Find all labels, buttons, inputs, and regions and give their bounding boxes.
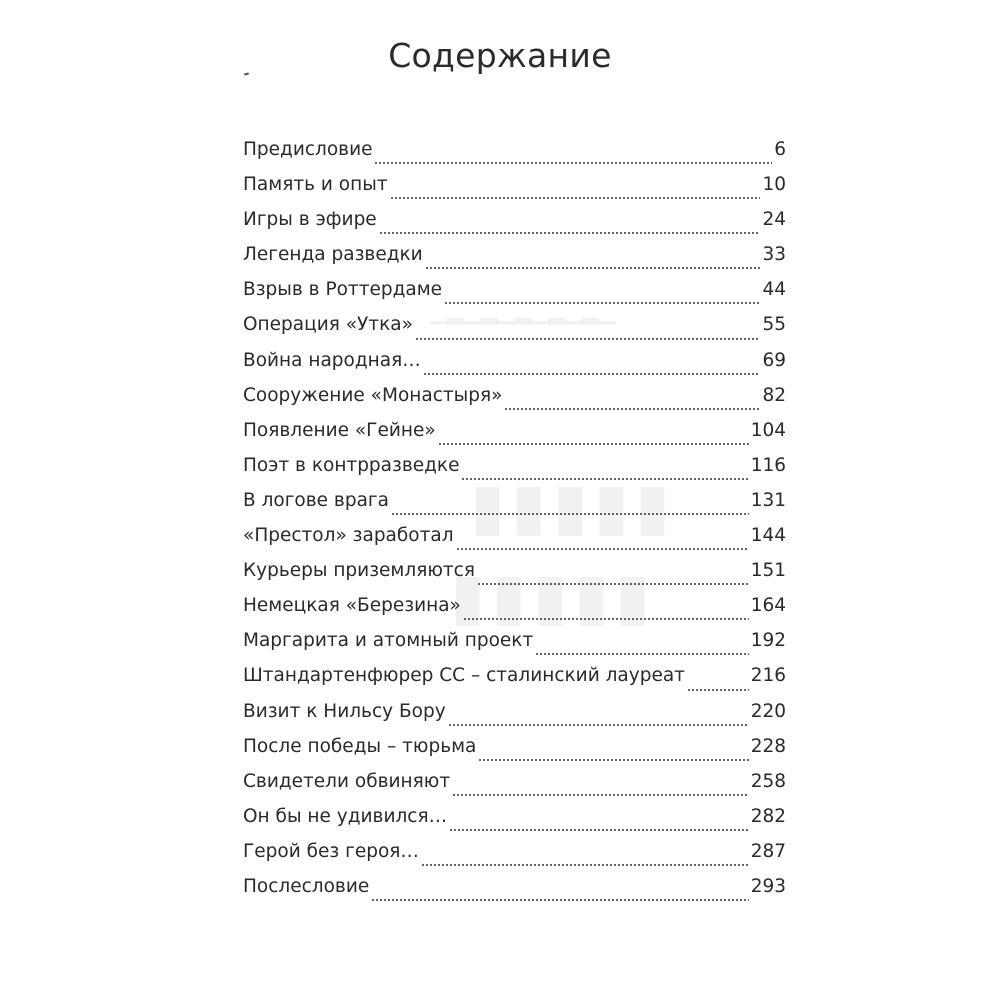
toc-entry [243,627,786,662]
toc-dot-leader [390,197,761,199]
toc-dot-leader [374,162,772,164]
toc-entry-page-number: 293 [750,875,786,897]
toc-entry-page-number: 287 [750,840,786,862]
toc-entry-page-number: 55 [762,314,786,336]
toc-dot-leader [423,373,761,375]
toc-entry-title: Он бы не удивился… [243,805,448,827]
toc-dot-leader [438,443,749,445]
toc-entry [243,311,786,346]
toc-dot-leader [456,548,749,550]
toc-entry-title: Маргарита и атомный проект [243,630,534,652]
toc-entry-title: Память и опыт [243,174,388,196]
toc-entry-page-number: 82 [762,384,786,406]
toc-dot-leader [687,689,749,691]
toc-dot-leader [535,653,748,655]
toc-dot-leader [425,267,761,269]
toc-entry-title: Курьеры приземляются [243,560,475,582]
toc-dot-leader [449,829,749,831]
toc-dot-leader [463,618,749,620]
table-of-contents [243,136,786,908]
toc-dot-leader [444,302,760,304]
toc-entry-title: Взрыв в Роттердаме [243,279,443,301]
toc-entry-page-number: 116 [750,454,786,476]
toc-entry-page-number: 192 [750,630,786,652]
toc-entry-title: После победы – тюрьма [243,735,477,757]
toc-entry-title: Игры в эфире [243,209,377,231]
toc-entry-title: Предисловие [243,139,373,160]
show-through-texture: ▮▮▮▮▮ [470,470,677,544]
toc-entry-title: Свидетели обвиняют [243,770,451,792]
toc-entry [243,592,786,627]
toc-entry [243,698,786,733]
toc-entry-title: «Престол» заработал [243,525,454,547]
toc-entry-title: Война народная… [243,349,421,371]
toc-entry-page-number: 131 [750,489,786,511]
toc-entry [243,347,786,382]
toc-entry-title: Герой без героя… [243,840,419,862]
toc-dot-leader [371,899,748,901]
toc-entry-title: Операция «Утка» [243,314,413,336]
toc-entry-title: Сооружение «Монастыря» [243,384,503,406]
toc-dot-leader [477,583,749,585]
toc-entry-page-number: 44 [762,279,786,301]
toc-dot-leader [379,232,761,234]
toc-entry [243,206,786,241]
toc-entry-title: Послесловие [243,875,370,897]
toc-entry-page-number: 282 [750,805,786,827]
toc-entry [243,487,786,522]
toc-entry [243,136,786,171]
toc-entry-page-number: 104 [750,419,786,441]
toc-dot-leader [504,408,760,410]
toc-entry-page-number: 144 [750,525,786,547]
toc-entry-page-number: 164 [750,595,786,617]
toc-entry-page-number: 69 [762,349,786,371]
toc-dot-leader [448,724,749,726]
toc-entry [243,803,786,838]
toc-entry-page-number: 216 [750,665,786,687]
toc-entry [243,171,786,206]
toc-dot-leader [415,338,761,340]
toc-entry-page-number: 10 [762,174,786,196]
toc-entry [243,733,786,768]
toc-entry-page-number: 220 [750,700,786,722]
toc-entry-page-number: 33 [762,244,786,266]
show-through-texture: ▁▂▁▂▁▂▁▂▁▂▁ [430,300,617,325]
toc-entry-title: Немецкая «Березина» [243,595,461,617]
show-through-texture: ▮▮▮▮▮ [450,560,657,634]
toc-entry-page-number: 6 [774,139,786,160]
toc-entry-page-number: 151 [750,560,786,582]
toc-dot-leader [461,478,748,480]
toc-entry-page-number: 24 [762,209,786,231]
toc-entry [243,522,786,557]
toc-entry-title: Появление «Гейне» [243,419,436,441]
toc-entry [243,662,786,697]
toc-entry [243,452,786,487]
toc-entry-title: В логове врага [243,489,389,511]
toc-dot-leader [391,513,749,515]
toc-entry [243,557,786,592]
toc-entry [243,382,786,417]
toc-dot-leader [421,864,749,866]
toc-entry-page-number: 258 [750,770,786,792]
toc-entry-title: Штандартенфюрер СС – сталинский лауреат [243,665,685,687]
page-title: Содержание [388,36,612,75]
toc-entry [243,838,786,873]
toc-entry-title: Легенда разведки [243,244,423,266]
toc-entry [243,276,786,311]
toc-entry [243,873,786,908]
toc-entry [243,768,786,803]
toc-entry-page-number: 228 [750,735,786,757]
toc-entry [243,241,786,276]
toc-entry [243,417,786,452]
toc-entry-title: Поэт в контрразведке [243,454,460,476]
toc-dot-leader [478,759,748,761]
toc-entry-title: Визит к Нильсу Бору [243,700,446,722]
toc-dot-leader [452,794,749,796]
